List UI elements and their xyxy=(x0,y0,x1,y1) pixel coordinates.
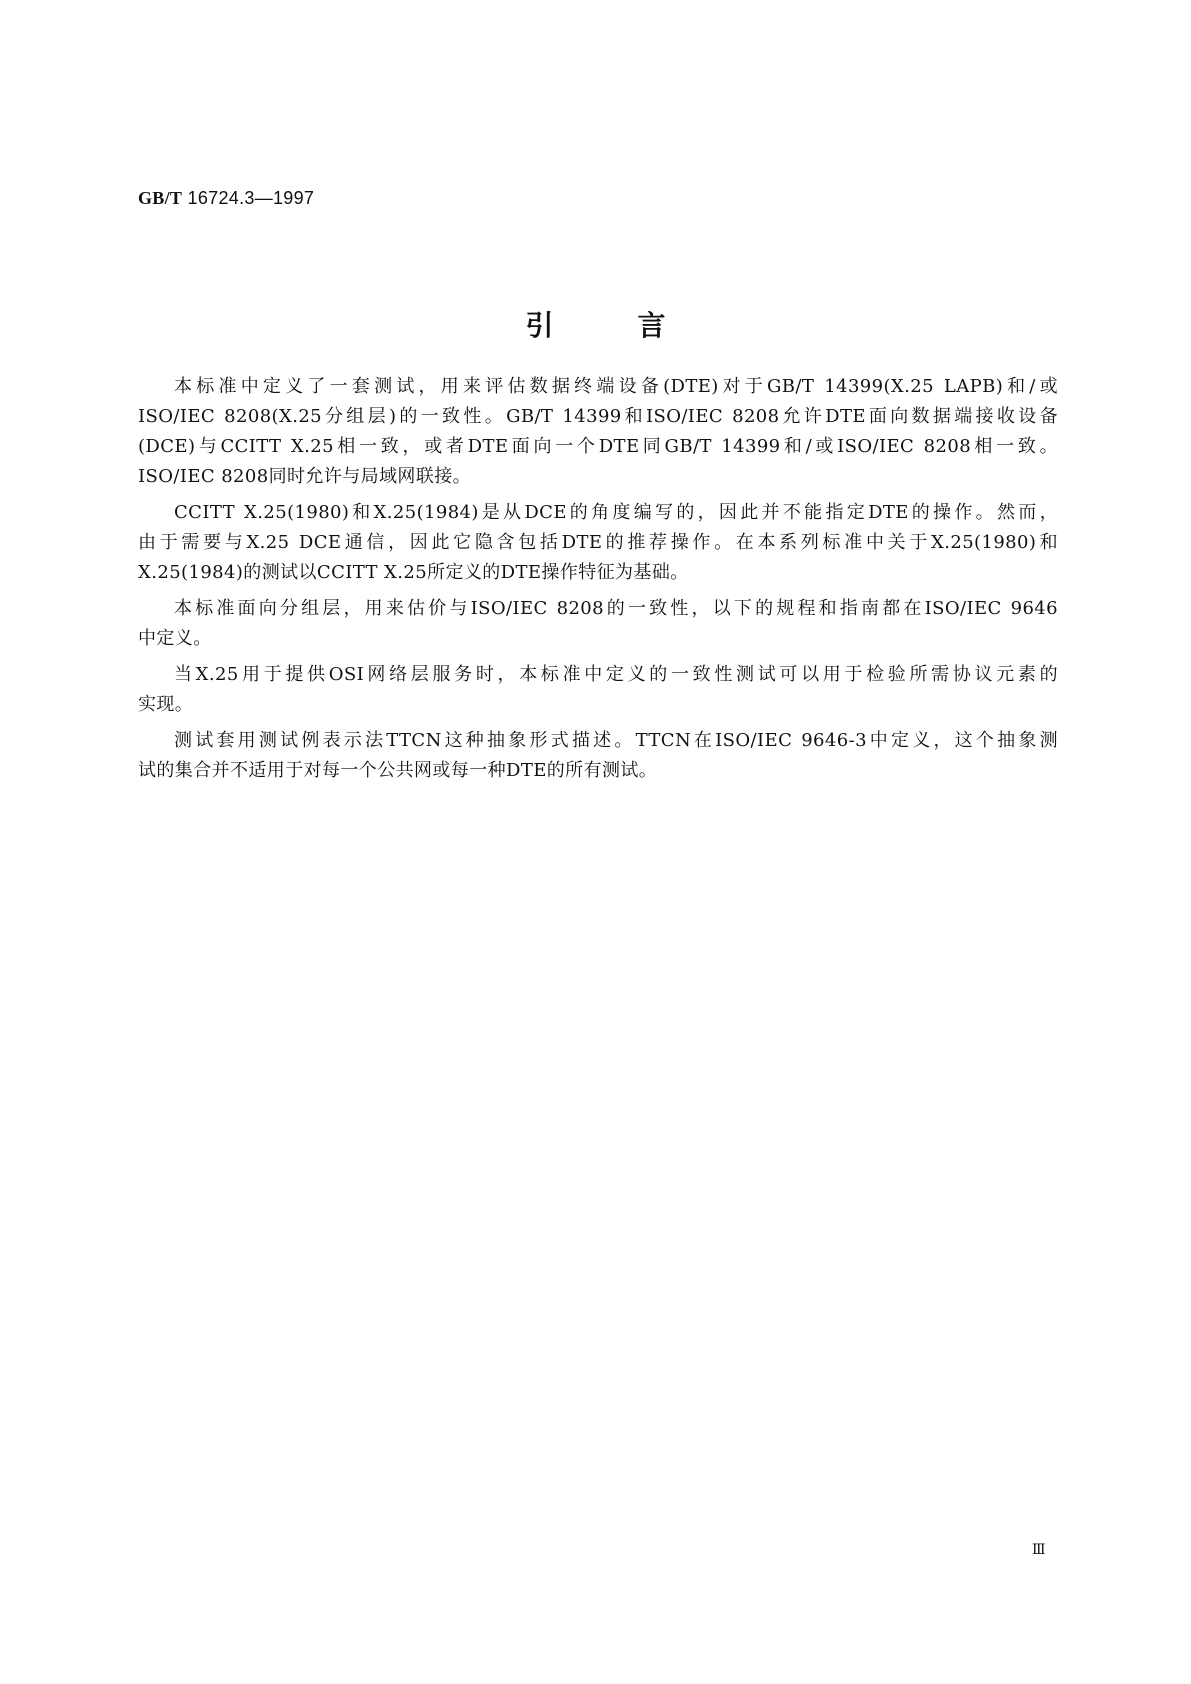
standard-code xyxy=(138,188,314,209)
introduction-body xyxy=(138,372,1058,792)
paragraph-1 xyxy=(138,372,1058,492)
paragraph-line: X.25(1984)的测试以CCITT X.25所定义的DTE操作特征为基础。 xyxy=(138,562,689,583)
paragraph-line: 试的集合并不适用于对每一个公共网或每一种DTE的所有测试。 xyxy=(138,760,658,781)
paragraph-line: 实现。 xyxy=(138,694,194,715)
standard-code-prefix: GB/T xyxy=(138,188,183,208)
paragraph-line: (DCE)与CCITT X.25相一致，或者DTE面向一个DTE同GB/T 14399和/或ISO/IEC 8208相一致。 xyxy=(138,436,1058,457)
paragraph-2 xyxy=(138,498,1058,588)
paragraph-line: 当X.25用于提供OSI网络层服务时，本标准中定义的一致性测试可以用于检验所需协议元素的 xyxy=(174,664,1058,685)
paragraph-line: ISO/IEC 8208同时允许与局域网联接。 xyxy=(138,466,472,487)
paragraph-line: 本标准中定义了一套测试，用来评估数据终端设备(DTE)对于GB/T 14399(X.25 LAPB)和/或 xyxy=(174,376,1058,397)
paragraph-line: 测试套用测试例表示法TTCN这种抽象形式描述。TTCN在ISO/IEC 9646-3中定义，这个抽象测 xyxy=(174,730,1058,751)
standard-code-number: 16724.3—1997 xyxy=(187,188,315,208)
paragraph-line: 本标准面向分组层，用来估价与ISO/IEC 8208的一致性，以下的规程和指南都在ISO/IEC 9646 xyxy=(174,598,1058,619)
paragraph-3 xyxy=(138,594,1058,654)
section-title: 引言 xyxy=(525,309,750,342)
paragraph-5 xyxy=(138,726,1058,786)
paragraph-line: 中定义。 xyxy=(138,628,212,649)
paragraph-4 xyxy=(138,660,1058,720)
paragraph-line: CCITT X.25(1980)和X.25(1984)是从DCE的角度编写的，因此并不能指定DTE的操作。然而， xyxy=(174,502,1058,523)
page-number: Ⅲ xyxy=(1032,1542,1046,1558)
paragraph-line: 由于需要与X.25 DCE通信，因此它隐含包括DTE的推荐操作。在本系列标准中关于X.25(1980)和 xyxy=(138,532,1058,553)
paragraph-line: ISO/IEC 8208(X.25分组层)的一致性。GB/T 14399和ISO/IEC 8208允许DTE面向数据端接收设备 xyxy=(138,406,1058,427)
